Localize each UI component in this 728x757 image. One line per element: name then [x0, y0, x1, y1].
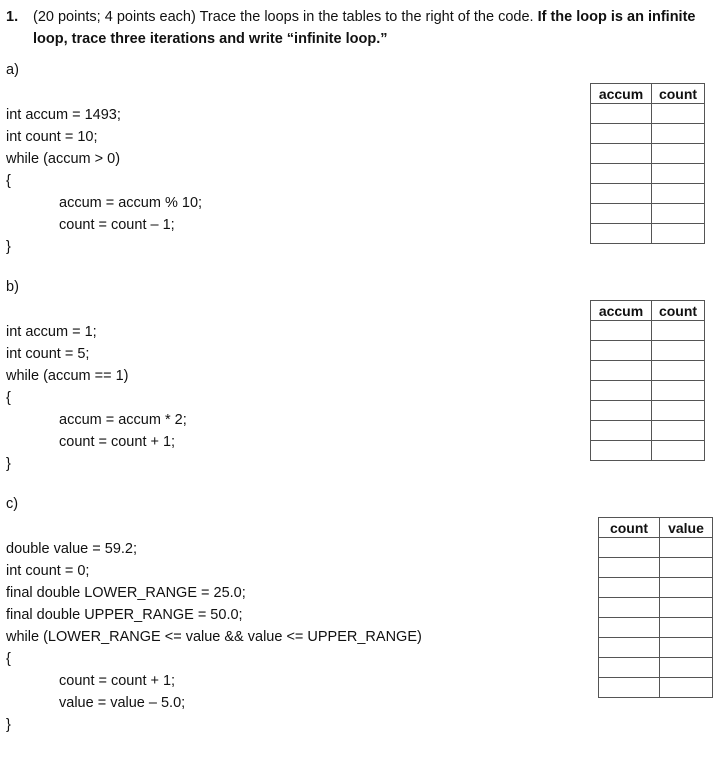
trace-row	[591, 381, 705, 401]
trace-column-header: count	[652, 84, 705, 104]
part-c-label: c)	[6, 496, 19, 512]
trace-column-header: accum	[591, 84, 652, 104]
code-line: final double UPPER_RANGE = 50.0;	[6, 607, 243, 623]
code-line: double value = 59.2;	[6, 541, 138, 557]
trace-cell[interactable]	[660, 658, 713, 678]
trace-cell[interactable]	[591, 381, 652, 401]
trace-cell[interactable]	[652, 421, 705, 441]
code-line: accum = accum * 2;	[59, 412, 187, 428]
code-line: count = count + 1;	[59, 434, 176, 450]
trace-row	[591, 401, 705, 421]
trace-row	[591, 164, 705, 184]
code-line: }	[6, 239, 11, 255]
question-1	[6, 6, 706, 50]
trace-cell[interactable]	[599, 538, 660, 558]
trace-cell[interactable]	[652, 204, 705, 224]
part-a-code	[6, 104, 202, 258]
code-line: }	[6, 456, 11, 472]
trace-cell[interactable]	[652, 361, 705, 381]
code-line: count = count + 1;	[59, 673, 176, 689]
trace-cell[interactable]	[660, 578, 713, 598]
trace-cell[interactable]	[652, 224, 705, 244]
code-line: int count = 10;	[6, 129, 98, 145]
trace-cell[interactable]	[591, 184, 652, 204]
trace-row	[591, 184, 705, 204]
part-b-trace-table	[590, 300, 705, 461]
trace-cell[interactable]	[591, 421, 652, 441]
trace-cell[interactable]	[591, 144, 652, 164]
trace-cell[interactable]	[591, 361, 652, 381]
code-line: {	[6, 390, 11, 406]
trace-column-header: count	[652, 301, 705, 321]
trace-cell[interactable]	[652, 124, 705, 144]
trace-cell[interactable]	[599, 678, 660, 698]
trace-row	[591, 421, 705, 441]
trace-row	[599, 638, 713, 658]
question-text	[33, 6, 706, 50]
code-line: value = value – 5.0;	[59, 695, 186, 711]
trace-cell[interactable]	[652, 441, 705, 461]
trace-cell[interactable]	[660, 618, 713, 638]
part-a-label: a)	[6, 62, 19, 78]
trace-cell[interactable]	[591, 321, 652, 341]
part-a-trace-table	[590, 83, 705, 244]
trace-row	[599, 578, 713, 598]
part-b-code	[6, 321, 187, 475]
code-line: final double LOWER_RANGE = 25.0;	[6, 585, 246, 601]
trace-cell[interactable]	[660, 678, 713, 698]
trace-cell[interactable]	[599, 658, 660, 678]
code-line: count = count – 1;	[59, 217, 175, 233]
trace-column-header: count	[599, 518, 660, 538]
trace-row	[599, 678, 713, 698]
question-infinite-loop-note: If the loop is an infinite loop, trace three iterations and write “infinite loop.”	[33, 9, 696, 47]
trace-row	[591, 144, 705, 164]
trace-cell[interactable]	[652, 401, 705, 421]
question-number: 1.	[6, 9, 19, 25]
trace-cell[interactable]	[599, 638, 660, 658]
trace-cell[interactable]	[591, 441, 652, 461]
trace-cell[interactable]	[599, 618, 660, 638]
trace-row	[591, 124, 705, 144]
trace-row	[599, 618, 713, 638]
trace-cell[interactable]	[591, 341, 652, 361]
trace-row	[591, 361, 705, 381]
code-line: int count = 0;	[6, 563, 90, 579]
trace-row	[599, 658, 713, 678]
code-line: while (accum == 1)	[6, 368, 129, 384]
trace-cell[interactable]	[660, 638, 713, 658]
trace-row	[591, 341, 705, 361]
part-c-trace-table	[598, 517, 713, 698]
part-b-label: b)	[6, 279, 19, 295]
code-line: int accum = 1493;	[6, 107, 121, 123]
trace-row	[599, 538, 713, 558]
trace-row	[591, 204, 705, 224]
question-instructions: (20 points; 4 points each) Trace the loops in the tables to the right of the code.	[33, 9, 534, 25]
code-line: while (LOWER_RANGE <= value && value <= UPPER_RANGE)	[6, 629, 422, 645]
trace-cell[interactable]	[591, 401, 652, 421]
trace-cell[interactable]	[599, 578, 660, 598]
trace-cell[interactable]	[652, 381, 705, 401]
trace-cell[interactable]	[660, 598, 713, 618]
code-line: {	[6, 651, 11, 667]
trace-cell[interactable]	[591, 104, 652, 124]
trace-cell[interactable]	[591, 124, 652, 144]
code-line: accum = accum % 10;	[59, 195, 203, 211]
trace-cell[interactable]	[652, 164, 705, 184]
code-line: int count = 5;	[6, 346, 90, 362]
trace-cell[interactable]	[591, 204, 652, 224]
trace-cell[interactable]	[652, 184, 705, 204]
code-line: int accum = 1;	[6, 324, 97, 340]
trace-column-header: accum	[591, 301, 652, 321]
trace-row	[591, 321, 705, 341]
trace-cell[interactable]	[652, 341, 705, 361]
trace-cell[interactable]	[652, 144, 705, 164]
trace-cell[interactable]	[660, 538, 713, 558]
trace-cell[interactable]	[599, 558, 660, 578]
trace-cell[interactable]	[652, 321, 705, 341]
trace-row	[591, 104, 705, 124]
trace-cell[interactable]	[591, 164, 652, 184]
code-line: }	[6, 717, 11, 733]
trace-row	[591, 441, 705, 461]
trace-column-header: value	[660, 518, 713, 538]
trace-cell[interactable]	[660, 558, 713, 578]
code-line: {	[6, 173, 11, 189]
trace-row	[599, 598, 713, 618]
code-line: while (accum > 0)	[6, 151, 121, 167]
trace-cell[interactable]	[591, 224, 652, 244]
trace-row	[599, 558, 713, 578]
trace-row	[591, 224, 705, 244]
trace-cell[interactable]	[652, 104, 705, 124]
part-c-code	[6, 538, 422, 736]
trace-cell[interactable]	[599, 598, 660, 618]
